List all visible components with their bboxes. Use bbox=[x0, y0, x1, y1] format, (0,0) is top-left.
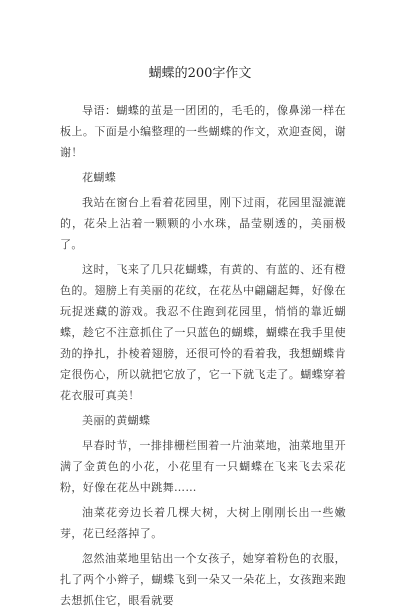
essay-heading-1: 花蝴蝶 bbox=[82, 171, 117, 184]
essay1-paragraph-1: 我站在窗台上看着花园里，刚下过雨，花园里湿漉漉的，花朵上沾着一颗颗的小水珠，晶莹剔透的，美丽极了。 bbox=[60, 196, 346, 251]
intro-paragraph: 导语：蝴蝶的茧是一团团的，毛毛的，像鼻涕一样在板上。下面是小编整理的一些蝴蝶的作文，欢迎查阅，谢谢！ bbox=[60, 104, 346, 159]
essay2-paragraph-1: 早春时节，一排排栅栏围着一片油菜地，油菜地里开满了金黄色的小花，小花里有一只蝴蝶在飞来飞去采花粉，好像在花丛中跳舞…… bbox=[60, 439, 346, 494]
document-body bbox=[60, 100, 346, 615]
essay-heading-2: 美丽的黄蝴蝶 bbox=[82, 414, 151, 427]
essay2-paragraph-3: 忽然油菜地里钻出一个女孩子，她穿着粉色的衣服，扎了两个小辫子，蝴蝶飞到一朵又一朵花上，女孩跑来跑去想抓住它，眼看就要 bbox=[60, 552, 346, 607]
essay1-paragraph-2: 这时，飞来了几只花蝴蝶，有黄的、有蓝的、还有橙色的。翅膀上有美丽的花纹，在花丛中翩翩起舞，好像在玩捉迷藏的游戏。我忍不住跑到花园里，悄悄的靠近蝴蝶，趁它不注意抓住了一只蓝色的蝴蝶，蝴蝶在我手里使劲的挣扎，扑棱着翅膀，还很可怜的看着我，我想蝴蝶肯定很伤心，所以就把它放了，它一下就飞走了。蝴蝶穿着花衣服可真美！ bbox=[60, 263, 346, 402]
essay2-paragraph-2: 油菜花旁边长着几棵大树，大树上刚刚长出一些嫩芽，花已经落掉了。 bbox=[60, 506, 346, 540]
document-title: 蝴蝶的200字作文 bbox=[148, 66, 252, 81]
